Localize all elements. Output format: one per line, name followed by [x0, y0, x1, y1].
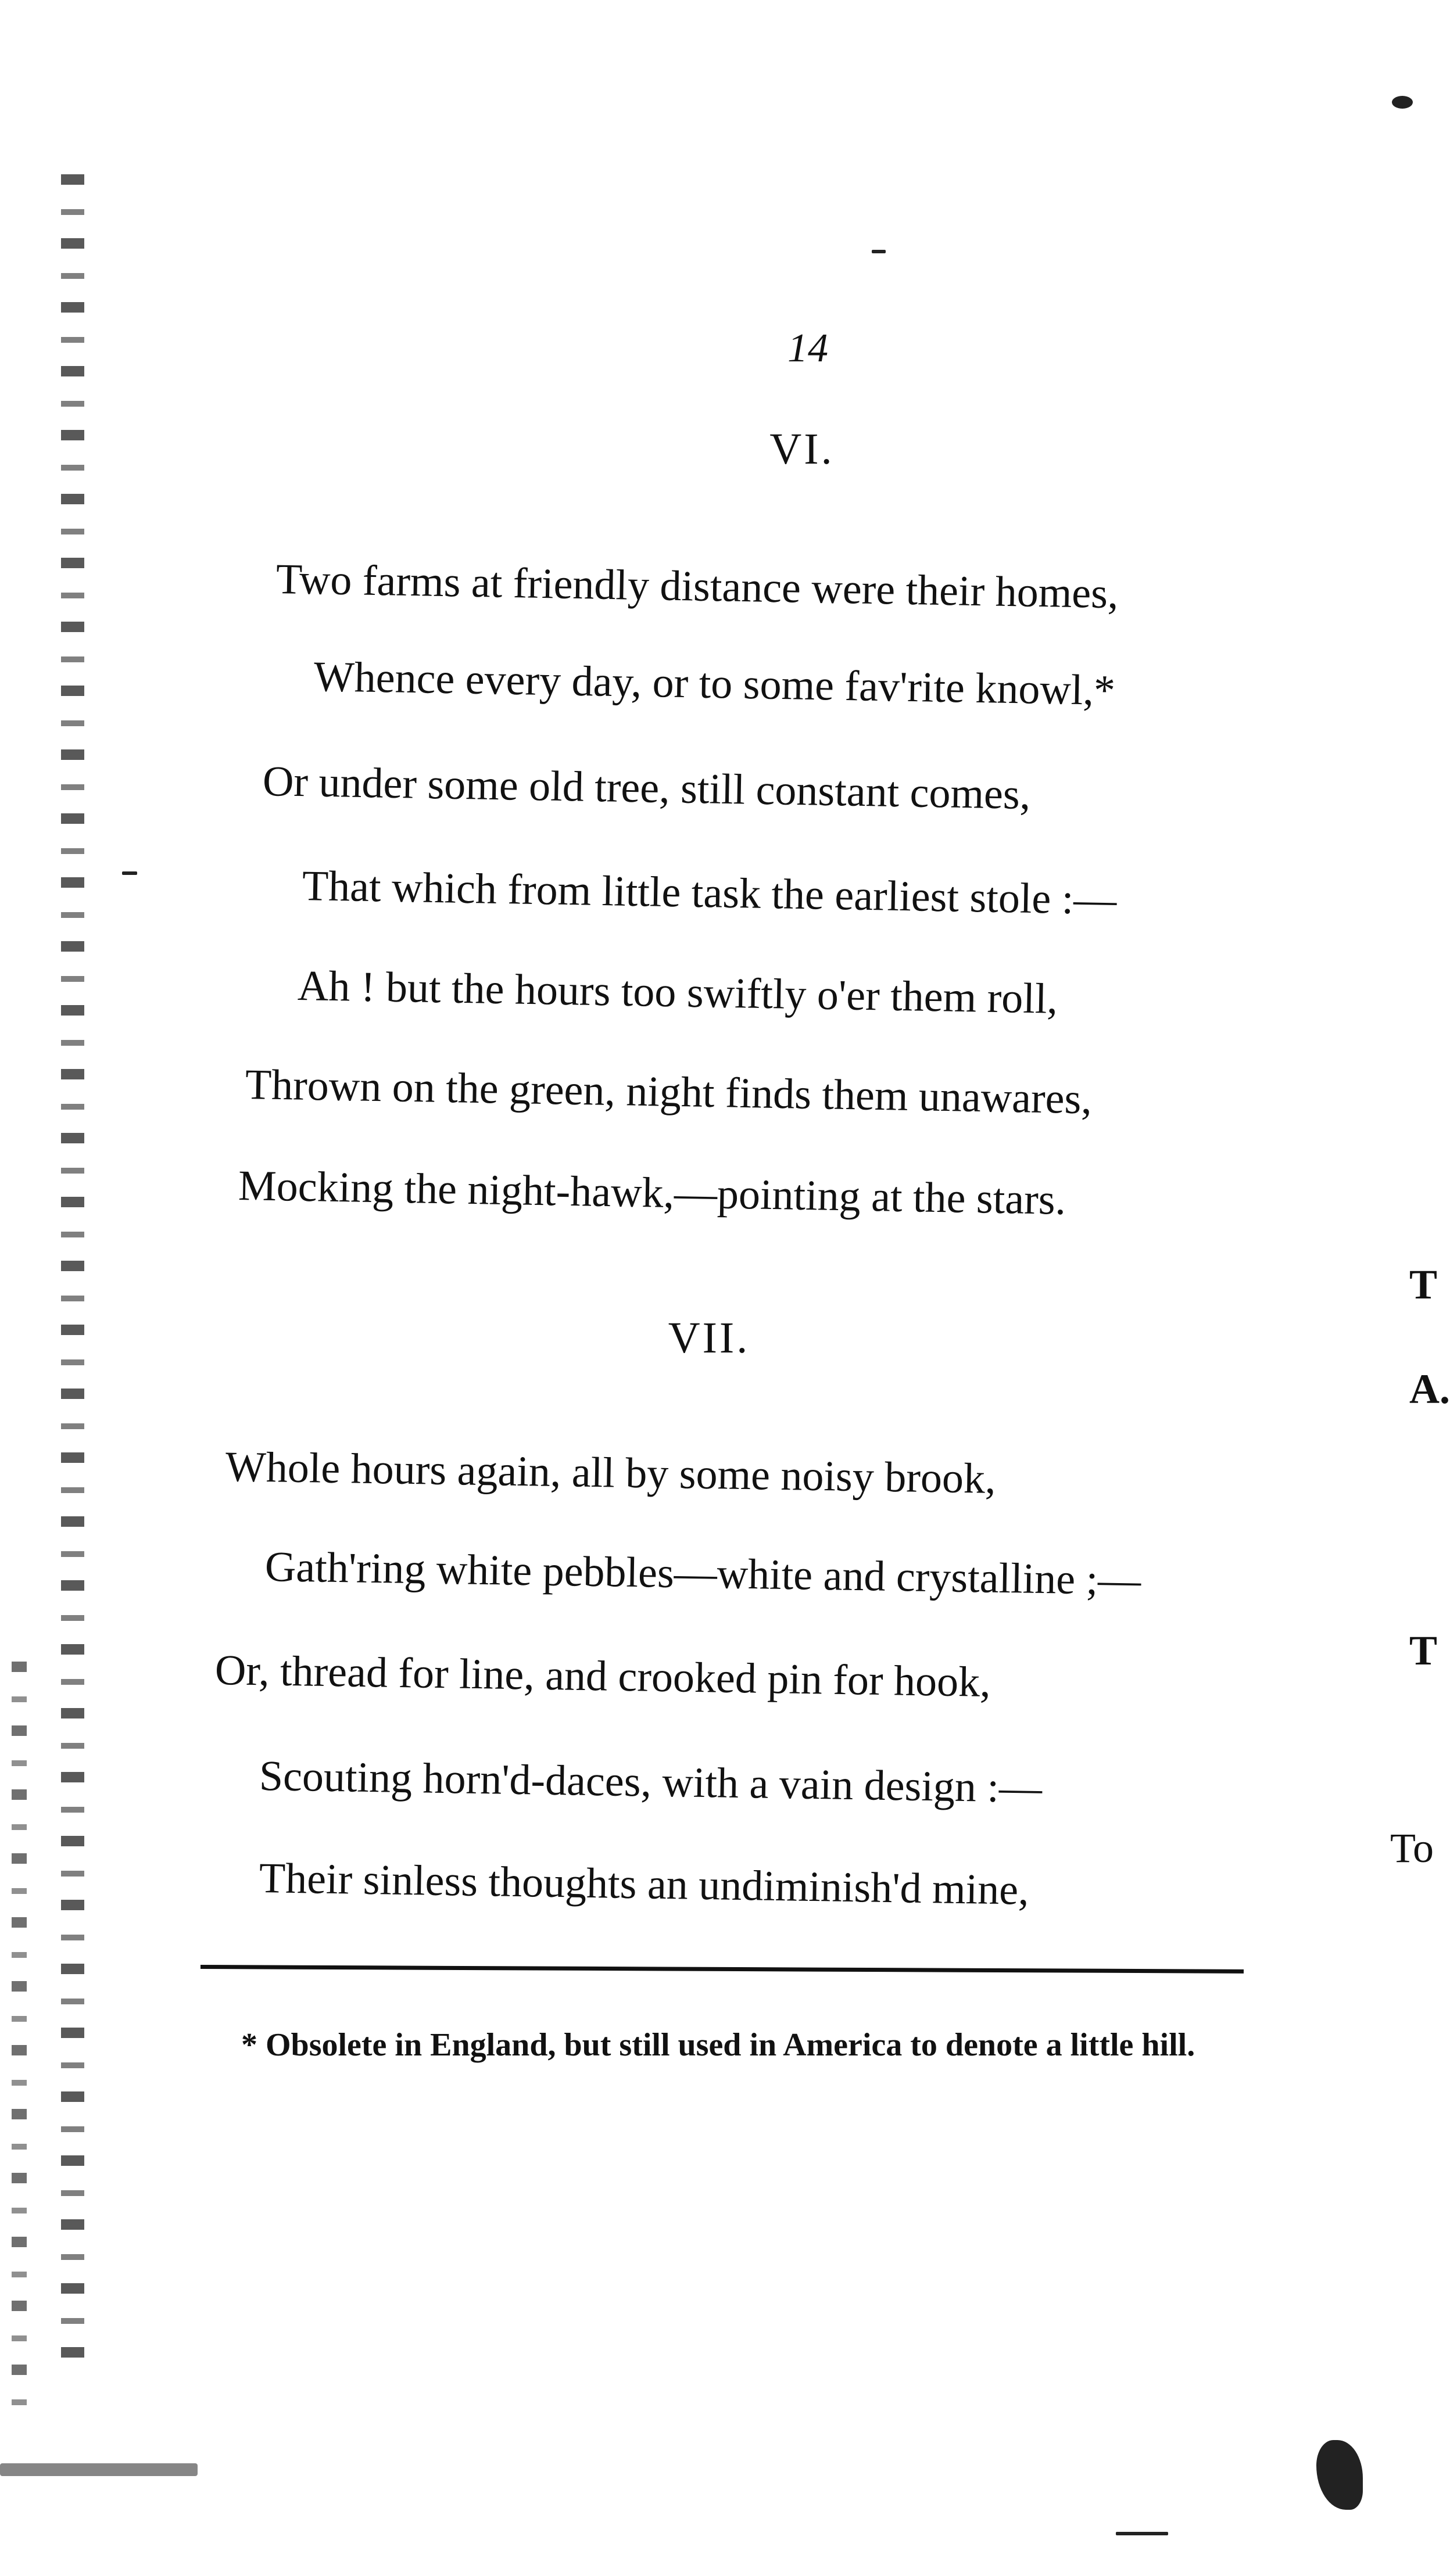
verse-line: Whole hours again, all by some noisy brook, [225, 1443, 997, 1503]
verse-line: Their sinless thoughts an undiminish'd mine, [259, 1854, 1030, 1914]
verse-line: Mocking the night-hawk,—pointing at the stars. [238, 1162, 1066, 1224]
ink-mark [872, 250, 886, 253]
verse-line: Two farms at friendly distance were their homes, [275, 555, 1119, 618]
verse-line: That which from little task the earliest stole :— [302, 862, 1118, 924]
ink-speck [1392, 96, 1413, 109]
ink-mark [122, 871, 137, 875]
footnote: * Obsolete in England, but still used in America to denote a little hill. [241, 2027, 1195, 2063]
stanza-number-vi: VI. [769, 425, 835, 473]
stanza-number-vii: VII. [668, 1314, 750, 1362]
verse-line: Scouting horn'd-daces, with a vain design :— [259, 1752, 1043, 1813]
binding-edge-shadow-lower [12, 1662, 27, 2417]
verse-line: Gath'ring white pebbles—white and crystalline ;— [264, 1543, 1141, 1605]
facing-page-edge-text: A. [1409, 1366, 1450, 1412]
facing-page-edge-text: T [1409, 1627, 1438, 1674]
verse-line: Whence every day, or to some fav'rite knowl,* [313, 653, 1116, 715]
ink-smudge [0, 2463, 198, 2476]
verse-line: Or, thread for line, and crooked pin for hook, [214, 1646, 991, 1706]
facing-page-edge-text: T [1409, 1261, 1438, 1308]
ink-mark [1116, 2532, 1168, 2535]
footnote-rule [201, 1965, 1244, 1974]
page-number: 14 [787, 326, 828, 371]
ink-blot [1316, 2440, 1363, 2510]
facing-page-edge-text: To [1390, 1825, 1434, 1871]
binding-edge-shadow [61, 174, 84, 2382]
verse-line: Ah ! but the hours too swiftly o'er them roll, [297, 962, 1058, 1023]
verse-line: Thrown on the green, night finds them unawares, [245, 1061, 1093, 1124]
verse-line: Or under some old tree, still constant comes, [262, 758, 1031, 819]
